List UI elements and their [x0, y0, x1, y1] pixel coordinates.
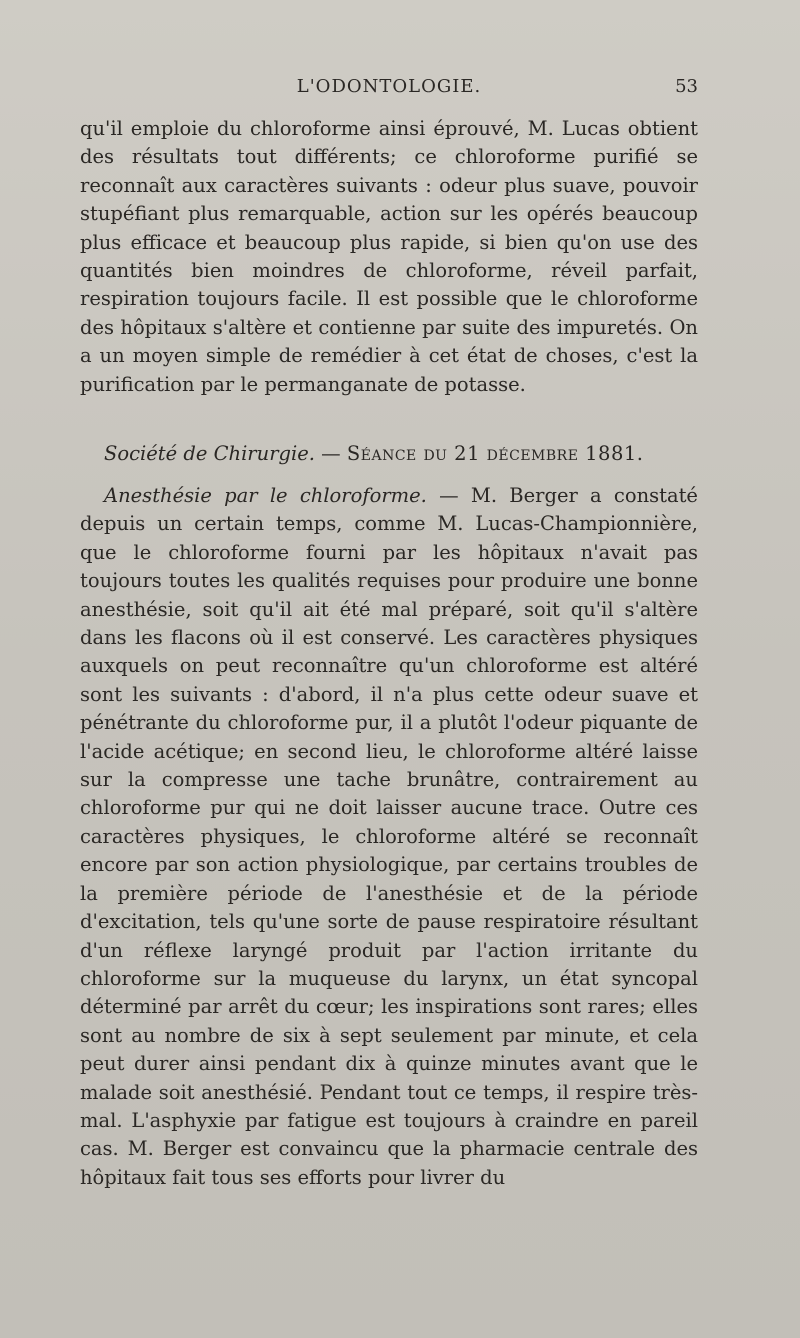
running-head — [80, 76, 698, 102]
page-number: 53 — [675, 76, 698, 97]
heading-dash: — — [314, 442, 347, 465]
book-page — [80, 0, 698, 1338]
paragraph-continuation: qu'il emploie du chloroforme ainsi éprouvé, M. Lucas obtient des résultats tout différents; ce chloroforme purifié se reconnaît aux caractères suivants : odeur plus suave, pouvoir stupéfiant plus remarquable, action sur les opérés beaucoup plus efficace et beaucoup plus rapide, si bien qu'on use des quantités bien moindres de chloroforme, réveil parfait, respiration toujours facile. Il est possible que le chloroforme des hôpitaux s'altère et contienne par suite des impuretés. On a un moyen simple de remédier à cet état de choses, c'est la purification par le permanganate de potasse. — [80, 117, 698, 396]
society-name: Société de Chirurgie. — [104, 442, 315, 465]
paragraph-body: M. Berger a constaté depuis un certain temps, comme M. Lucas-Championnière, que le chloroforme fourni par les hôpitaux n'avait pas toujours toutes les qualités requises pour produire une bonne anesthésie, soit qu'il ait été mal préparé, soit qu'il s'altère dans les flacons où il est conservé. Les caractères physiques auxquels on peut reconnaître qu'un chloroforme est altéré sont les suivants : d'abord, il n'a plus cette odeur suave et pénétrante du chloroforme pur, il a plutôt l'odeur piquante de l'acide acétique; en second lieu, le chloroforme altéré laisse sur la compresse une tache brunâtre, contrairement au chloroforme pur qui ne doit laisser aucune trace. Outre ces caractères physiques, le chloroforme altéré se reconnaît encore par son action physiologique, par certains troubles de la première période de l'anesthésie et de la période d'excitation, tels qu'une sorte de pause respiratoire résultant d'un réflexe laryngé produit par l'action irritante du chloroforme sur la muqueuse du larynx, un état syncopal déterminé par arrêt du cœur; les inspirations sont rares; elles sont au nombre de six à sept seulement par minute, et cela peut durer ainsi pendant dix à quinze minutes avant que le malade soit anesthésié. Pendant tout ce temps, il respire très-mal. L'asphyxie par fatigue est toujours à craindre en pareil cas. M. Berger est convaincu que la pharmacie centrale des hôpitaux fait tous ses efforts pour livrer du — [80, 484, 698, 1189]
session-date: Séance du 21 décembre 1881. — [346, 442, 644, 465]
paragraph-dash: — — [426, 484, 471, 507]
paragraph-anesthesia — [80, 482, 698, 1192]
section-heading — [104, 440, 698, 468]
paragraph-lead: Anesthésie par le chloroforme. — [104, 484, 427, 507]
running-title: L'ODONTOLOGIE. — [296, 76, 482, 97]
